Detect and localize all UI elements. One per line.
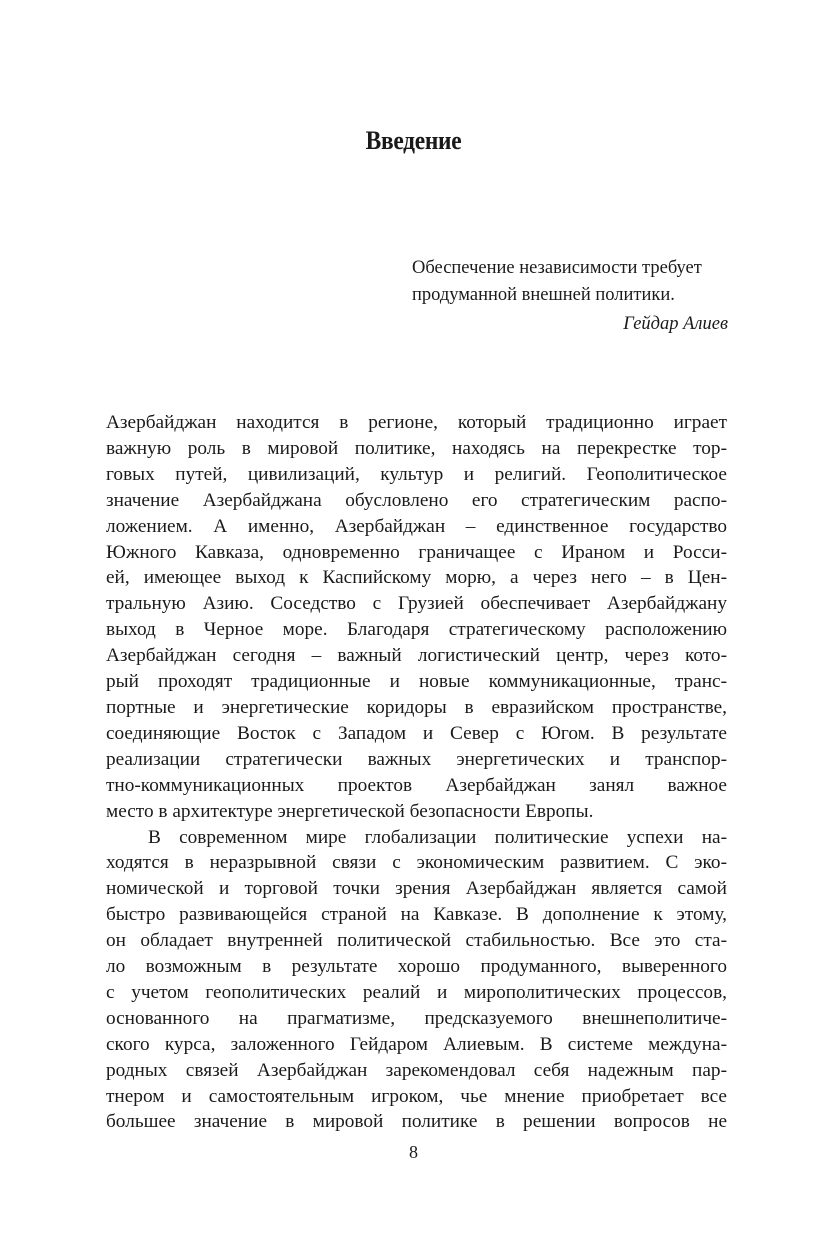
epigraph (412, 255, 728, 338)
text-line: родных связей Азербайджан зарекомендовал себя надежным пар- (106, 1059, 727, 1081)
page-number: 8 (409, 1142, 418, 1162)
text-line: тнером и самостоятельным игроком, чье мнение приобретает все (106, 1085, 727, 1107)
text-line: ей, имеющее выход к Каспийскому морю, а через него – в Цен- (106, 567, 727, 589)
text-line: Южного Кавказа, одновременно граничащее с Ираном и Росси- (106, 541, 727, 563)
epigraph-line: Обеспечение независимости требует (412, 258, 702, 278)
paragraph-1 (106, 410, 727, 825)
paragraph-2 (106, 825, 727, 1136)
text-line: выход в Черное море. Благодаря стратегическому расположению (106, 619, 727, 641)
text-line: с учетом геополитических реалий и мирополитических процессов, (106, 981, 727, 1003)
text-line: тральную Азию. Соседство с Грузией обеспечивает Азербайджану (106, 593, 727, 615)
text-line: Азербайджан находится в регионе, который традиционно играет (106, 412, 727, 433)
text-line: он обладает внутренней политической стабильностью. Все это ста- (106, 930, 727, 952)
epigraph-quote (412, 255, 728, 309)
text-line: ского курса, заложенного Гейдаром Алиевым. В системе междуна- (106, 1033, 727, 1055)
text-line: основанного на прагматизме, предсказуемого внешнеполитиче- (106, 1007, 727, 1029)
text-line: место в архитектуре энергетической безопасности Европы. (106, 800, 594, 822)
text-line: рый проходят традиционные и новые коммуникационные, транс- (106, 671, 727, 693)
text-line: портные и энергетические коридоры в евразийском пространстве, (106, 696, 727, 718)
text-line: важную роль в мировой политике, находясь на перекрестке тор- (106, 437, 727, 459)
text-line: номической и торговой точки зрения Азербайджан является самой (106, 878, 727, 900)
body-text (106, 410, 727, 1135)
text-line: большее значение в мировой политике в решении вопросов не (106, 1111, 727, 1133)
text-line: соединяющие Восток с Западом и Север с Югом. В результате (106, 722, 727, 744)
text-line: говых путей, цивилизаций, культур и религий. Геополитическое (106, 463, 727, 485)
text-line: ходятся в неразрывной связи с экономическим развитием. С эко- (106, 852, 727, 874)
chapter-title: Введение (365, 126, 462, 155)
text-line: тно-коммуникационных проектов Азербайджан занял важное (106, 774, 727, 796)
text-line: быстро развивающейся страной на Кавказе. В дополнение к этому, (106, 904, 727, 926)
text-line: значение Азербайджана обусловлено его стратегическим распо- (106, 489, 727, 511)
epigraph-line: продуманной внешней политики. (412, 285, 675, 305)
text-line: реализации стратегически важных энергетических и транспор- (106, 748, 727, 770)
text-line: ложением. А именно, Азербайджан – единственное государство (106, 515, 727, 537)
text-line: Азербайджан сегодня – важный логистический центр, через кото- (106, 645, 727, 667)
epigraph-author: Гейдар Алиев (623, 314, 728, 334)
text-line: В современном мире глобализации политические успехи на- (148, 826, 727, 848)
text-line: ло возможным в результате хорошо продуманного, выверенного (106, 956, 727, 978)
